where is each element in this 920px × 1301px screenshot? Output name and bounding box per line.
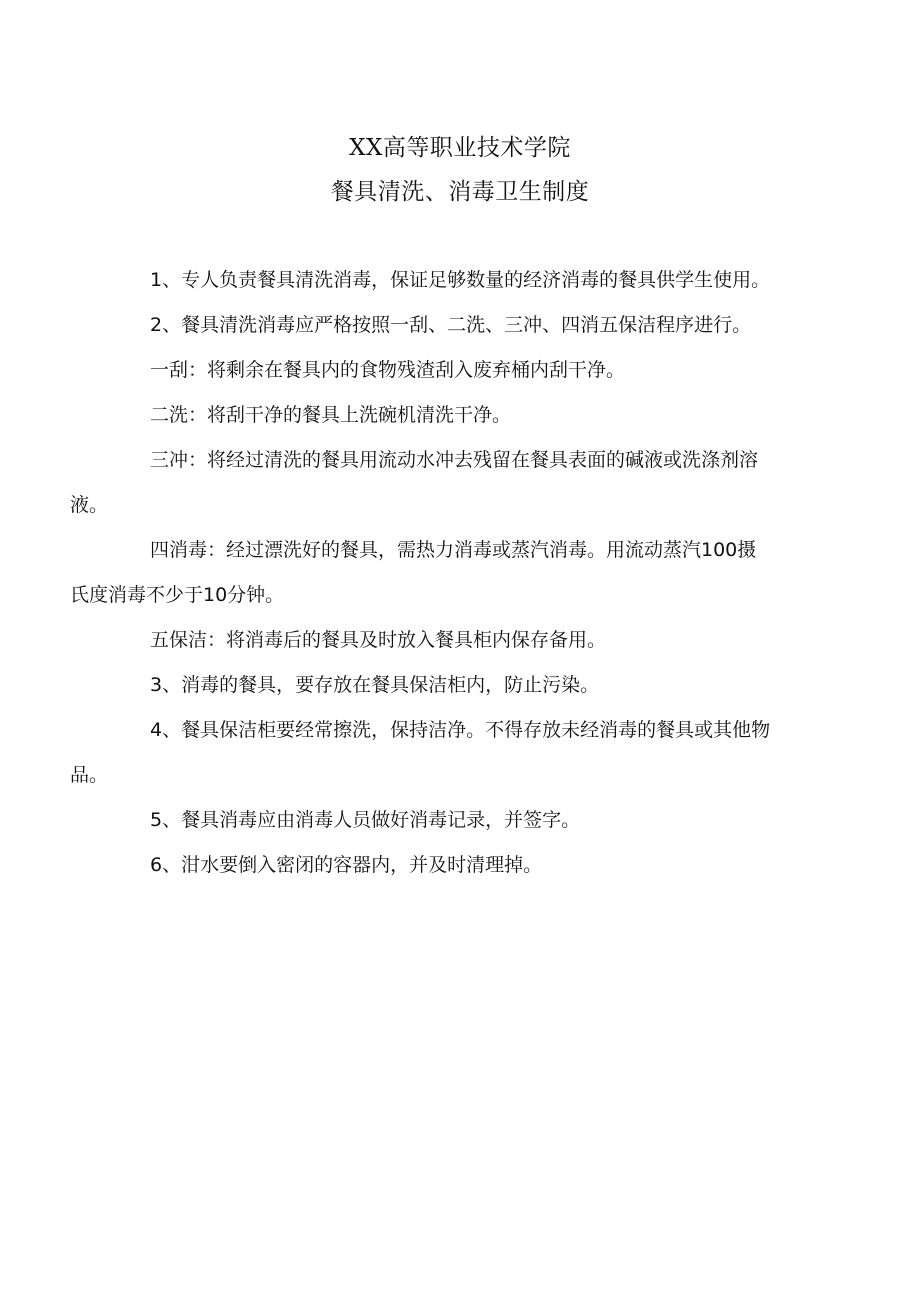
- paragraph-line: 6、泔水要倒入密闭的容器内，并及时清理掉。: [150, 854, 543, 876]
- paragraph-wash: [110, 393, 810, 438]
- paragraph-1: [110, 258, 810, 303]
- paragraph-line: 三冲：将经过清洗的餐具用流动水冲去残留在餐具表面的碱液或洗涤剂溶: [150, 449, 759, 471]
- paragraph-6: [110, 843, 810, 888]
- paragraph-scrape: [110, 348, 810, 393]
- paragraph-line: 5、餐具消毒应由消毒人员做好消毒记录，并签字。: [150, 809, 581, 831]
- paragraph-store: [110, 618, 810, 663]
- paragraph-line-continued: 液。: [70, 494, 109, 516]
- institution-name: XX高等职业技术学院: [349, 135, 571, 161]
- paragraph-line: 二洗：将刮干净的餐具上洗碗机清洗干净。: [150, 404, 512, 426]
- paragraph-line: 一刮：将剩余在餐具内的食物残渣刮入废弃桶内刮干净。: [150, 359, 626, 381]
- paragraph-2: [110, 303, 810, 348]
- paragraph-line: 2、餐具清洗消毒应严格按照一刮、二洗、三冲、四消五保洁程序进行。: [150, 314, 752, 336]
- paragraph-line: 四消毒：经过漂洗好的餐具，需热力消毒或蒸汽消毒。用流动蒸汽100摄: [150, 539, 757, 561]
- paragraph-4: [70, 708, 810, 798]
- document-body: [70, 258, 810, 888]
- paragraph-3: [110, 663, 810, 708]
- paragraph-line-continued: 品。: [70, 764, 109, 786]
- paragraph-line: 1、专人负责餐具清洗消毒，保证足够数量的经济消毒的餐具供学生使用。: [150, 269, 771, 291]
- document-title: [0, 126, 920, 214]
- paragraph-line: 3、消毒的餐具，要存放在餐具保洁柜内，防止污染。: [150, 674, 600, 696]
- regulation-title: 餐具清洗、消毒卫生制度: [330, 179, 590, 205]
- paragraph-line: 五保洁：将消毒后的餐具及时放入餐具柜内保存备用。: [150, 629, 607, 651]
- paragraph-5: [110, 798, 810, 843]
- paragraph-disinfect: [70, 528, 810, 618]
- paragraph-line-continued: 氏度消毒不少于10分钟。: [70, 584, 285, 606]
- paragraph-rinse: [70, 438, 810, 528]
- paragraph-line: 4、餐具保洁柜要经常擦洗，保持洁净。不得存放未经消毒的餐具或其他物: [150, 719, 771, 741]
